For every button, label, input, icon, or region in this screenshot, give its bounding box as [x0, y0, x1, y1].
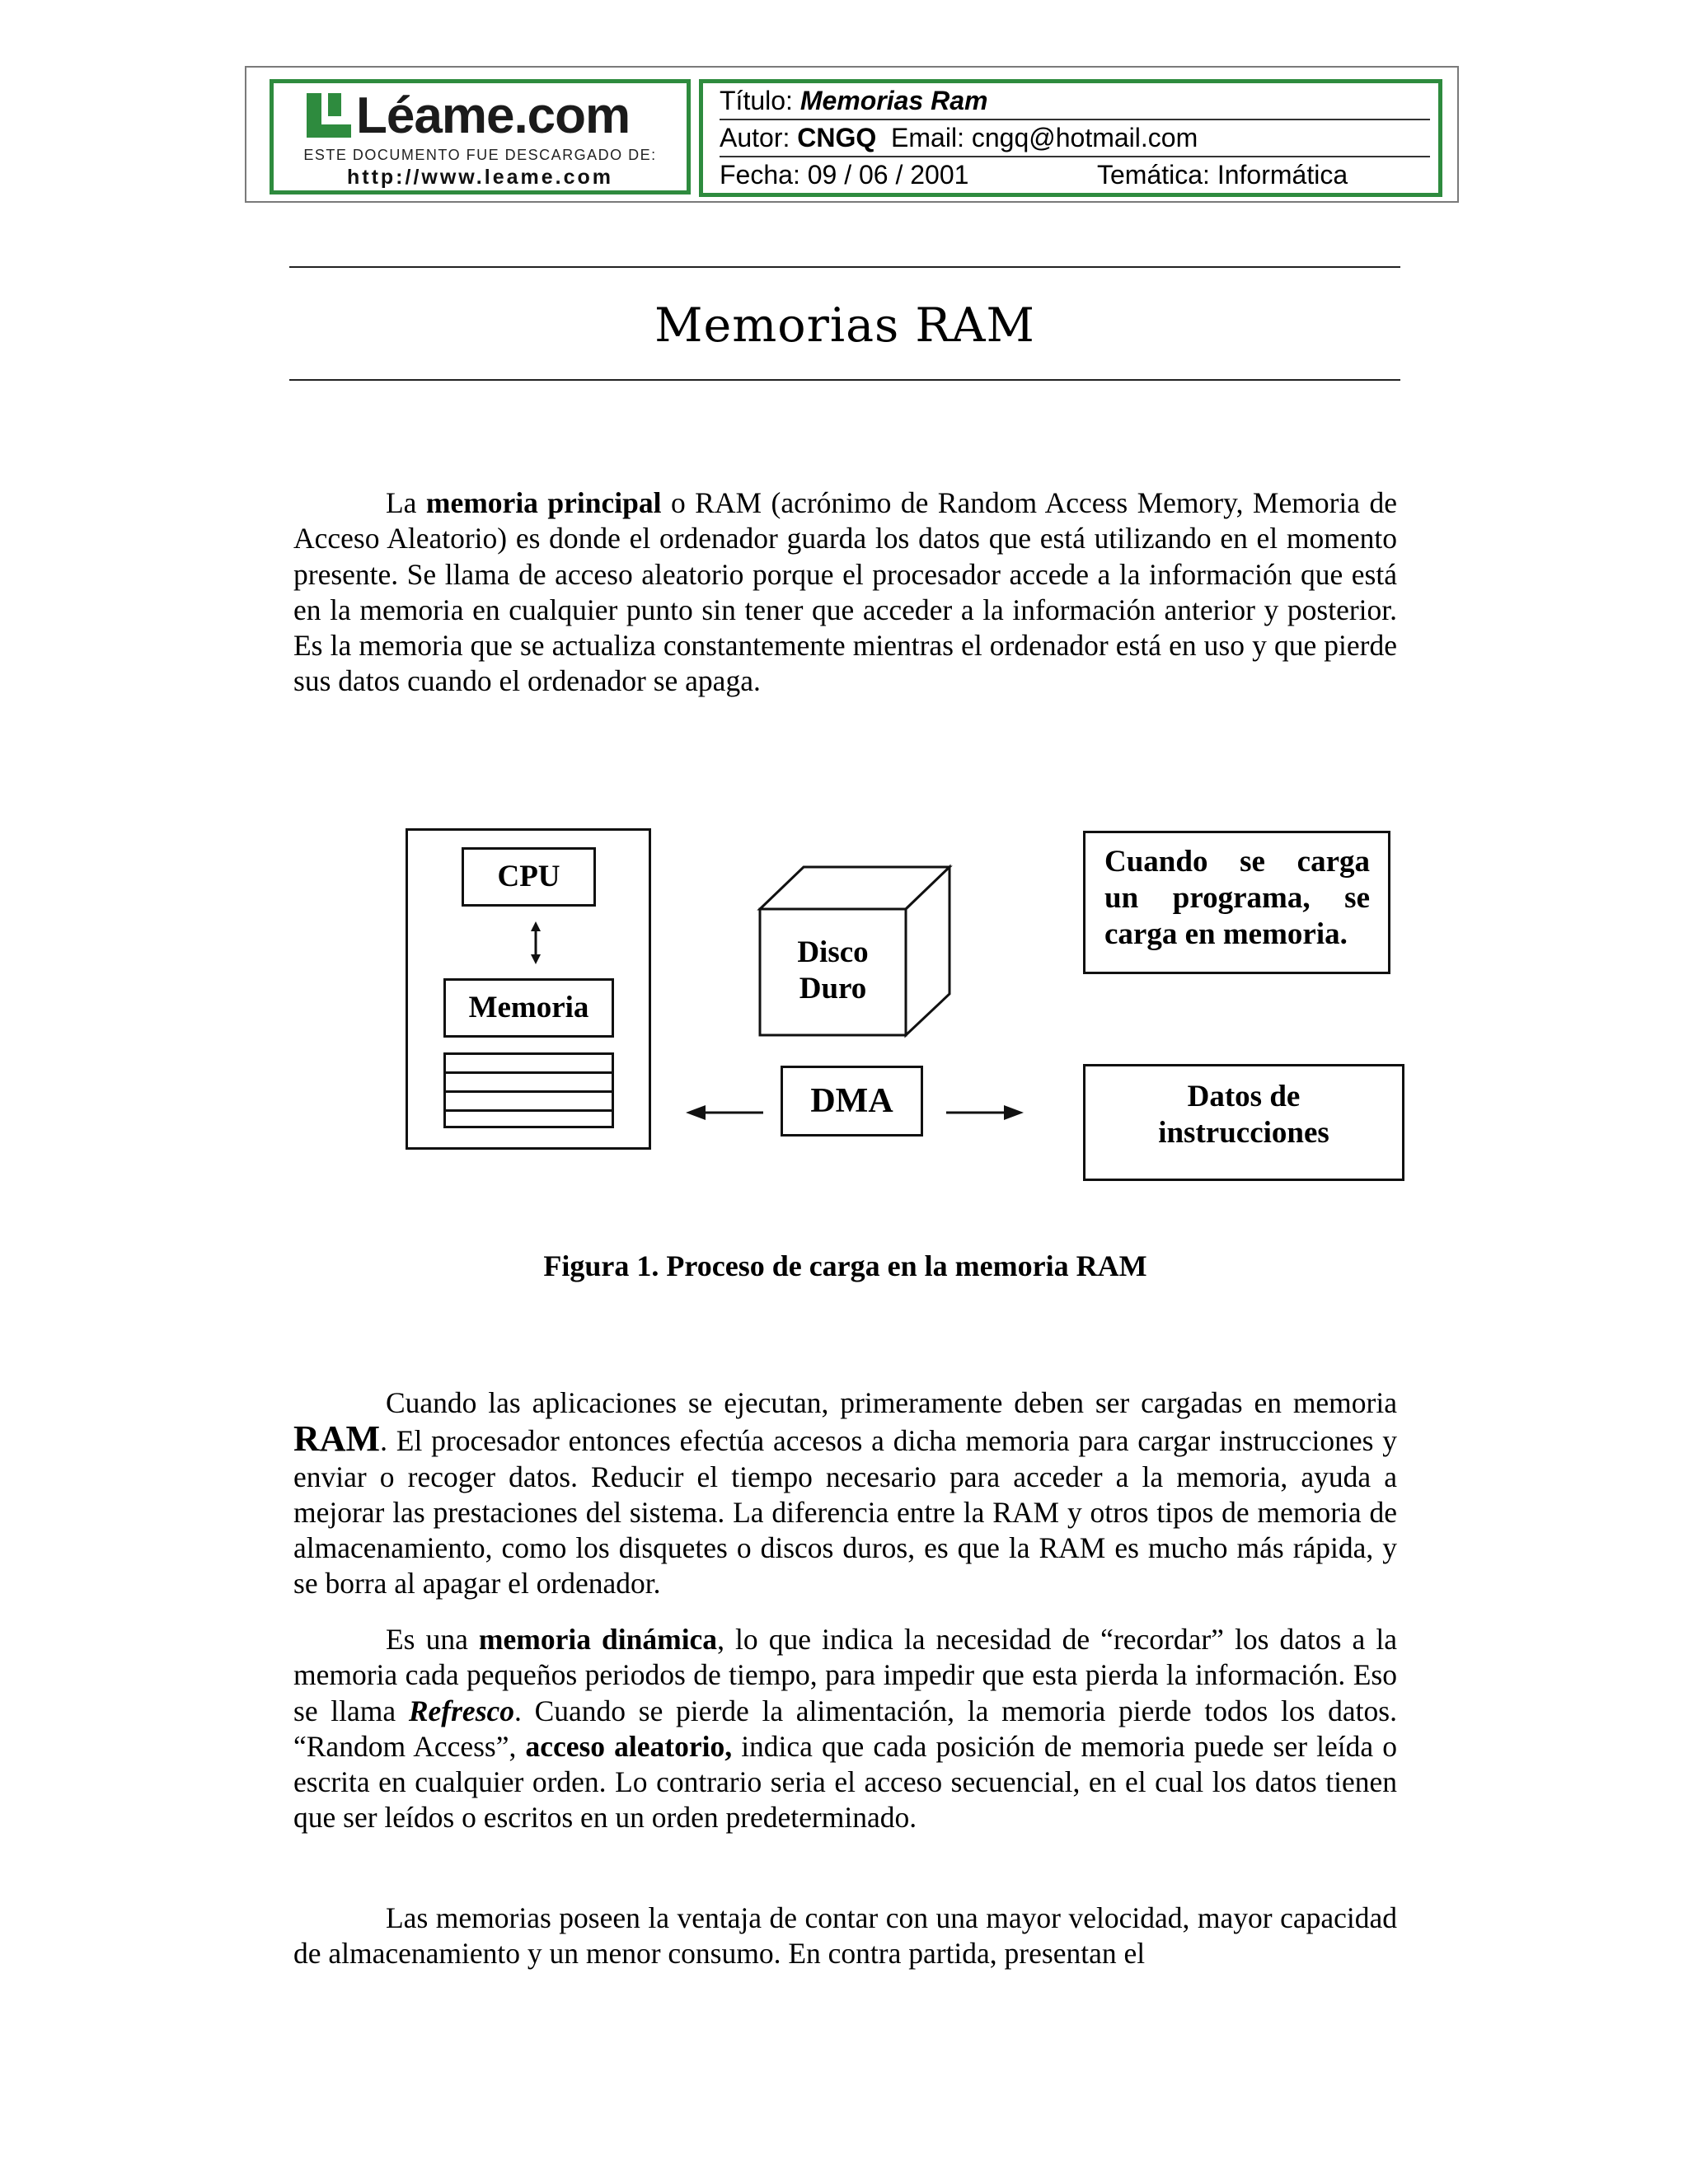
title-top-rule [289, 266, 1400, 268]
meta-title-row [720, 83, 1430, 120]
note-line-2: un programa, se [1104, 881, 1370, 915]
meta-author-row [720, 120, 1430, 157]
p1-text-2: o RAM (acrónimo de Random Access Memory, Memoria de Acceso Aleatorio) es donde el ordenador guarda los datos que está utilizando en el momento presente. Se llama de acceso aleatorio porque el procesador accede a la información que está en la memoria en cualquier punto sin tener que acceder a la información anterior y posterior. Es la memoria que se actualiza constantemente mientras el ordenador está en uso y que pierde sus datos cuando el ordenador se apaga. [293, 486, 1397, 698]
logo-tagline: ESTE DOCUMENTO FUE DESCARGADO DE: [303, 147, 657, 163]
paragraph-3 [293, 1622, 1397, 1836]
p3-text-4: indica que cada posición de memoria puede ser leída o escrita en cualquier orden. Lo contrario seria el acceso secuencial, en el cual los datos tienen que ser leídos o escritos en un orden predeterminado. [293, 1729, 1397, 1835]
topic-value: Informática [1217, 160, 1348, 190]
author-value: CNGQ [797, 123, 877, 152]
figure-caption: Figura 1. Proceso de carga en la memoria RAM [543, 1249, 1147, 1282]
memory-label: Memoria [468, 991, 589, 1024]
title-label: Título: [720, 86, 793, 115]
author-label: Autor: [720, 123, 790, 152]
p3-text-1: Es una [386, 1623, 479, 1656]
paragraph-4 [293, 1900, 1397, 1972]
p3-bold-1: memoria dinámica [478, 1623, 718, 1656]
disk-label-line-1: Disco [797, 935, 869, 969]
p3-text-3: . Cuando se pierde la alimentación, la memoria pierde todos los datos. “Random Access”, [293, 1694, 1397, 1763]
date-label: Fecha: [720, 160, 800, 190]
note-line-3: carga en memoria. [1104, 917, 1348, 951]
p1-text-1: La [386, 486, 426, 519]
email-label: Email: [891, 123, 964, 152]
email-value: cngq@hotmail.com [971, 123, 1198, 152]
arrow-right-icon [945, 1103, 1024, 1122]
leame-logo-icon [307, 93, 351, 138]
leame-logo-box [270, 79, 691, 194]
meta-date-row [720, 157, 1430, 193]
arrow-left-icon [686, 1103, 765, 1122]
logo-url: http://www.leame.com [346, 166, 613, 189]
p3-bold-2: acceso aleatorio, [525, 1729, 733, 1763]
logo-text: Léame.com [356, 87, 631, 144]
p3-text-2: , lo que indica la necesidad de “recordar” los datos a la memoria cada pequeños periodos de tiempo, para impedir que esta pierda la información. Eso se llama [293, 1623, 1397, 1727]
title-bottom-rule [289, 379, 1400, 381]
p2-text-2: . El procesador entonces efectúa accesos a dicha memoria para cargar instrucciones y enviar o recoger datos. Reducir el tiempo necesario para acceder a la memoria, ayuda a mejorar las prestaciones del sistema. La diferencia entre la RAM y otros tipos de memoria de almacenamiento, como los disquetes o discos duros, es que la RAM es mucho más rápida, y se borra al apagar el ordenador. [293, 1424, 1397, 1601]
p1-bold-1: memoria principal [425, 486, 662, 519]
p2-text-1: Cuando las aplicaciones se ejecutan, primeramente deben ser cargadas en memoria [386, 1386, 1397, 1419]
p2-bold-ram: RAM [293, 1418, 381, 1460]
memory-cells-icon [443, 1052, 614, 1128]
date-value: 09 / 06 / 2001 [807, 160, 969, 190]
dma-label: DMA [810, 1082, 893, 1120]
title-value: Memorias Ram [799, 86, 988, 115]
data-label-line-1: Datos de [1187, 1080, 1301, 1113]
disk-label-line-2: Duro [799, 972, 867, 1005]
page-title: Memorias RAM [654, 298, 1035, 353]
p3-bold-italic-1: Refresco [408, 1694, 515, 1727]
logo-wordmark [307, 87, 631, 144]
data-label-line-2: instrucciones [1158, 1116, 1329, 1150]
cpu-memory-arrow-icon [528, 921, 544, 964]
note-line-1: Cuando se carga [1104, 845, 1370, 879]
metadata-box [699, 79, 1442, 197]
cpu-label: CPU [497, 860, 560, 893]
topic-group [1097, 157, 1348, 193]
topic-label: Temática: [1097, 160, 1210, 190]
p4-text-1: Las memorias poseen la ventaja de contar con una mayor velocidad, mayor capacidad de almacenamiento y un menor consumo. En contra partida, presentan el [293, 1901, 1397, 1971]
paragraph-2 [293, 1385, 1397, 1602]
paragraph-1 [293, 485, 1397, 700]
